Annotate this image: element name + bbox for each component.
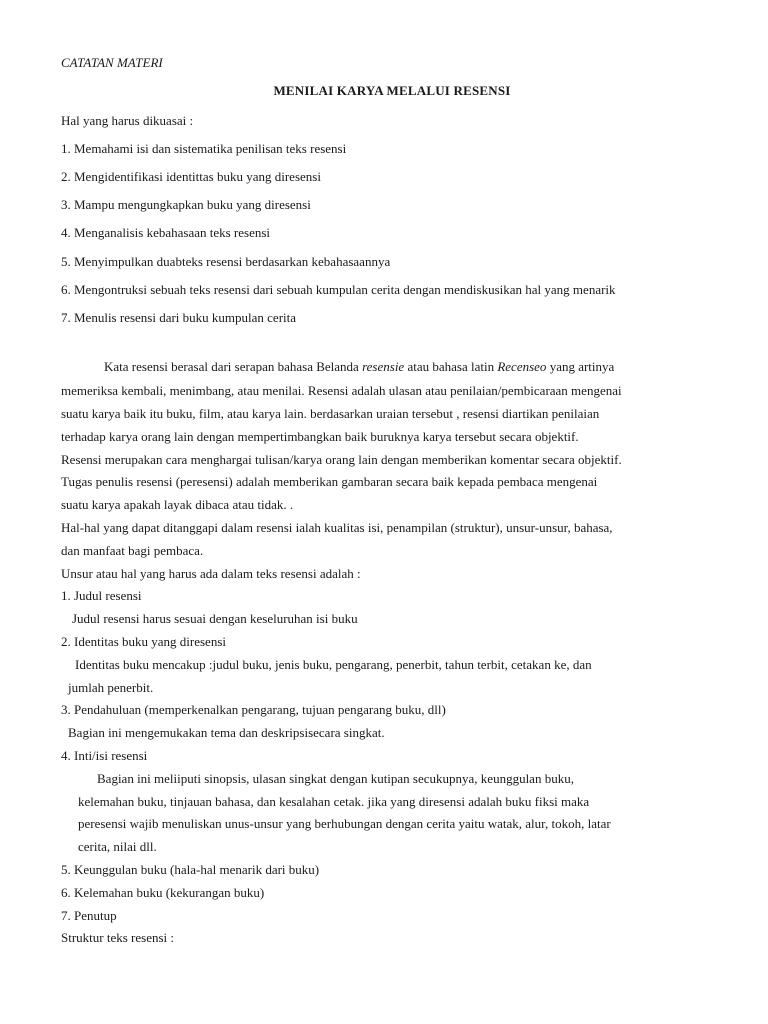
element-title: 5. Keunggulan buku (hala-hal menarik dari buku) (61, 862, 320, 877)
goals-intro: Hal yang harus dikuasai : (61, 113, 194, 128)
definition-text: yang artinya (546, 359, 615, 374)
term-resensie: resensie (362, 359, 405, 374)
element-description: kelemahan buku, tinjauan bahasa, dan kesalahan cetak. jika yang diresensi adalah buku fiksi maka (78, 794, 590, 809)
element-title: 7. Penutup (61, 908, 117, 923)
goal-item: 6. Mengontruksi sebuah teks resensi dari sebuah kumpulan cerita dengan mendiskusikan hal yang menarik (61, 282, 616, 297)
definition-line: suatu karya baik itu buku, film, atau karya lain. berdasarkan uraian tersebut , resensi diartikan penilaian (61, 406, 600, 421)
element-description: Identitas buku mencakup :judul buku, jenis buku, pengarang, penerbit, tahun terbit, cetakan ke, dan (75, 657, 592, 672)
element-title: 1. Judul resensi (61, 588, 142, 603)
element-description: Judul resensi harus sesuai dengan keseluruhan isi buku (72, 611, 358, 626)
element-description: Bagian ini meliiputi sinopsis, ulasan singkat dengan kutipan secukupnya, keunggulan buku, (97, 771, 574, 786)
goal-item: 3. Mampu mengungkapkan buku yang diresensi (61, 197, 311, 212)
goal-item: 1. Memahami isi dan sistematika penilisan teks resensi (61, 141, 347, 156)
goal-item: 2. Mengidentifikasi identittas buku yang diresensi (61, 169, 321, 184)
definition-text: Kata resensi berasal dari serapan bahasa Belanda (104, 359, 363, 374)
definition-line: Unsur atau hal yang harus ada dalam teks resensi adalah : (61, 566, 361, 581)
definition-line: memeriksa kembali, menimbang, atau menilai. Resensi adalah ulasan atau penilaian/pembicaraan mengenai (61, 383, 622, 398)
definition-line: dan manfaat bagi pembaca. (61, 543, 204, 558)
term-recenseo: Recenseo (497, 359, 547, 374)
document-label: CATATAN MATERI (61, 55, 163, 70)
element-title: 2. Identitas buku yang diresensi (61, 634, 226, 649)
definition-line: terhadap karya orang lain dengan mempertimbangkan baik buruknya karya tersebut secara objektif. (61, 429, 579, 444)
element-title: 3. Pendahuluan (memperkenalkan pengarang, tujuan pengarang buku, dll) (61, 702, 446, 717)
definition-line: suatu karya apakah layak dibaca atau tidak. . (61, 497, 294, 512)
definition-line: Resensi merupakan cara menghargai tulisan/karya orang lain dengan memberikan komentar secara objektif. (61, 452, 622, 467)
element-description: jumlah penerbit. (68, 680, 154, 695)
definition-line: Tugas penulis resensi (peresensi) adalah memberikan gambaran secara baik kepada pembaca mengenai (61, 474, 598, 489)
definition-line: Hal-hal yang dapat ditanggapi dalam resensi ialah kualitas isi, penampilan (struktur), unsur-unsur, bahasa, (61, 520, 613, 535)
structure-heading: Struktur teks resensi : (61, 930, 175, 945)
element-description: peresensi wajib menuliskan unus-unsur yang berhubungan dengan cerita yaitu watak, alur, tokoh, latar (78, 816, 611, 831)
element-title: 4. Inti/isi resensi (61, 748, 148, 763)
element-title: 6. Kelemahan buku (kekurangan buku) (61, 885, 265, 900)
goal-item: 4. Menganalisis kebahasaan teks resensi (61, 225, 271, 240)
element-description: Bagian ini mengemukakan tema dan deskripsisecara singkat. (68, 725, 385, 740)
element-description: cerita, nilai dll. (78, 839, 157, 854)
definition-text: atau bahasa latin (404, 359, 498, 374)
goal-item: 5. Menyimpulkan duabteks resensi berdasarkan kebahasaannya (61, 254, 391, 269)
document-title: MENILAI KARYA MELALUI RESENSI (273, 83, 511, 98)
goal-item: 7. Menulis resensi dari buku kumpulan cerita (61, 310, 297, 325)
definition-first-line (104, 359, 614, 375)
